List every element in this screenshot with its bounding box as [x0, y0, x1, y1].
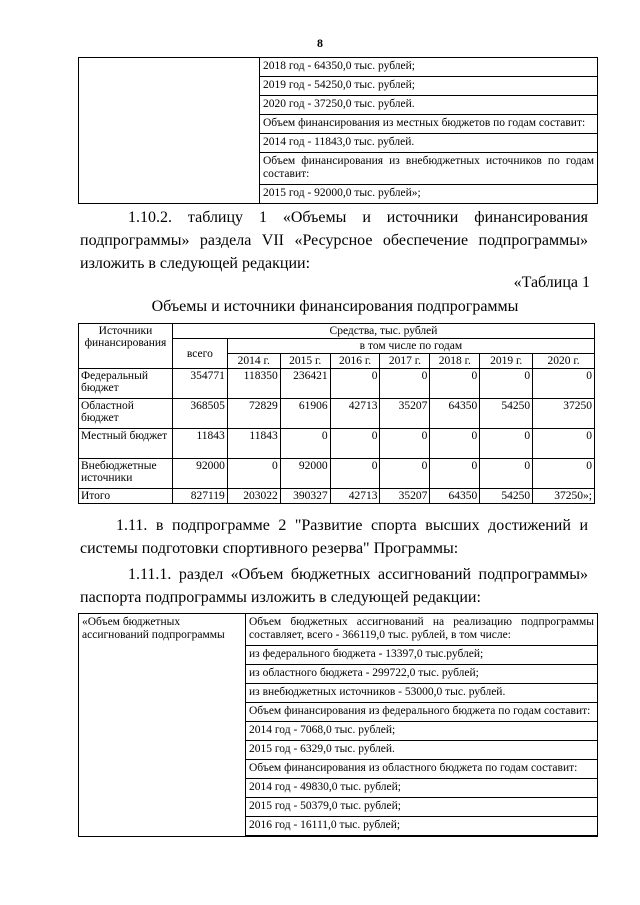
header-funds: Средства, тыс. рублей [172, 324, 594, 339]
cell-value: 61906 [280, 399, 330, 429]
cell-value: 0 [227, 459, 280, 489]
top-table-line: 2020 год - 37250,0 тыс. рублей. [260, 96, 597, 115]
cell-value: 0 [380, 459, 430, 489]
bottom-table-line: 2014 год - 49830,0 тыс. рублей; [246, 779, 597, 798]
bottom-table-line: Объем бюджетных ассигнований на реализацию подпрограммы составляет, всего - 366119,0 тыс. рублей, в том числе: [246, 614, 597, 646]
cell-value: 0 [330, 369, 380, 399]
cell-value: 0 [380, 369, 430, 399]
top-table-line: 2019 год - 54250,0 тыс. рублей; [260, 77, 597, 96]
bottom-table-line: Объем финансирования из областного бюджета по годам составит: [246, 760, 597, 779]
bottom-table-label: «Объем бюджетных ассигнований подпрограммы [79, 614, 246, 837]
cell-value: 42713 [330, 399, 380, 429]
header-year: 2015 г. [280, 354, 330, 369]
row-total: 92000 [172, 459, 227, 489]
row-total: 11843 [172, 429, 227, 459]
top-table-content-cell [260, 58, 598, 204]
row-label: Внебюджетные источники [79, 459, 173, 489]
cell-value: 0 [480, 369, 533, 399]
bottom-table-line: 2016 год - 16111,0 тыс. рублей; [246, 817, 597, 836]
row-total: 368505 [172, 399, 227, 429]
header-by-year: в том числе по годам [227, 339, 594, 354]
header-year: 2014 г. [227, 354, 280, 369]
cell-value: 0 [280, 429, 330, 459]
cell-value: 0 [380, 429, 430, 459]
header-source: Источники финансирования [79, 324, 173, 369]
paragraph-1-11: 1.11. в подпрограмме 2 "Развитие спорта высших достижений и системы подготовки спортивного резерва" Программы: [80, 517, 588, 557]
cell-value: 92000 [280, 459, 330, 489]
cell-value: 37250 [533, 399, 595, 429]
page-number: 8 [317, 36, 323, 50]
cell-value: 35207 [380, 399, 430, 429]
cell-value: 390327 [280, 489, 330, 504]
table-row [79, 429, 595, 459]
row-label: Местный бюджет [79, 429, 173, 459]
cell-value: 54250 [480, 489, 533, 504]
cell-value: 0 [430, 459, 480, 489]
top-table-empty-cell [79, 58, 260, 204]
top-continuation-table [78, 57, 598, 204]
table-row [79, 489, 595, 504]
header-total: всего [172, 339, 227, 369]
row-total: 354771 [172, 369, 227, 399]
cell-value: 203022 [227, 489, 280, 504]
row-total: 827119 [172, 489, 227, 504]
header-year: 2020 г. [533, 354, 595, 369]
bottom-table-line: из внебюджетных источников - 53000,0 тыс. рублей. [246, 684, 597, 703]
cell-value: 236421 [280, 369, 330, 399]
cell-value: 0 [330, 459, 380, 489]
cell-value: 0 [330, 429, 380, 459]
paragraph-1-10-2: 1.10.2. таблицу 1 «Объемы и источники финансирования подпрограммы» раздела VII «Ресурсное обеспечение подпрограммы» изложить в следующей редакции: [80, 209, 588, 272]
cell-value: 0 [430, 369, 480, 399]
cell-value: 35207 [380, 489, 430, 504]
cell-value: 0 [533, 369, 595, 399]
cell-value: 64350 [430, 399, 480, 429]
cell-value: 0 [480, 459, 533, 489]
cell-value: 11843 [227, 429, 280, 459]
header-year: 2019 г. [480, 354, 533, 369]
bottom-table-content-cell [246, 614, 598, 837]
top-table-line: Объем финансирования из местных бюджетов по годам составит: [260, 115, 597, 134]
row-label: Областной бюджет [79, 399, 173, 429]
cell-value: 64350 [430, 489, 480, 504]
top-table-line: 2015 год - 92000,0 тыс. рублей»; [263, 187, 421, 199]
top-table-line: 2018 год - 64350,0 тыс. рублей; [260, 58, 597, 77]
header-year: 2018 г. [430, 354, 480, 369]
table-row [79, 399, 595, 429]
bottom-table-line: из областного бюджета - 299722,0 тыс. рублей; [246, 665, 597, 684]
table-row [79, 369, 595, 399]
table-label: «Таблица 1 [513, 274, 590, 291]
header-year: 2016 г. [330, 354, 380, 369]
cell-value: 0 [533, 459, 595, 489]
header-year: 2017 г. [380, 354, 430, 369]
cell-value: 0 [430, 429, 480, 459]
cell-value: 37250»; [533, 489, 595, 504]
cell-value: 72829 [227, 399, 280, 429]
bottom-table-line: Объем финансирования из федерального бюджета по годам составит: [246, 703, 597, 722]
row-label: Федеральный бюджет [79, 369, 173, 399]
bottom-table-line: 2015 год - 50379,0 тыс. рублей; [246, 798, 597, 817]
financing-table [78, 323, 595, 504]
top-table-line: Объем финансирования из внебюджетных источников по годам составит: [260, 153, 597, 185]
table-title: Объемы и источники финансирования подпрограммы [151, 298, 519, 315]
bottom-table-line: 2014 год - 7068,0 тыс. рублей; [246, 722, 597, 741]
cell-value: 42713 [330, 489, 380, 504]
cell-value: 0 [533, 429, 595, 459]
paragraph-1-11-1: 1.11.1. раздел «Объем бюджетных ассигнований подпрограммы» паспорта подпрограммы изложить в следующей редакции: [80, 566, 588, 606]
cell-value: 54250 [480, 399, 533, 429]
top-table-line: 2014 год - 11843,0 тыс. рублей. [260, 134, 597, 153]
cell-value: 118350 [227, 369, 280, 399]
bottom-table-line: 2015 год - 6329,0 тыс. рублей. [246, 741, 597, 760]
table-row [79, 459, 595, 489]
bottom-passport-table [78, 613, 598, 837]
cell-value: 0 [480, 429, 533, 459]
row-label: Итого [79, 489, 173, 504]
bottom-table-line: из федерального бюджета - 13397,0 тыс.рублей; [246, 646, 597, 665]
